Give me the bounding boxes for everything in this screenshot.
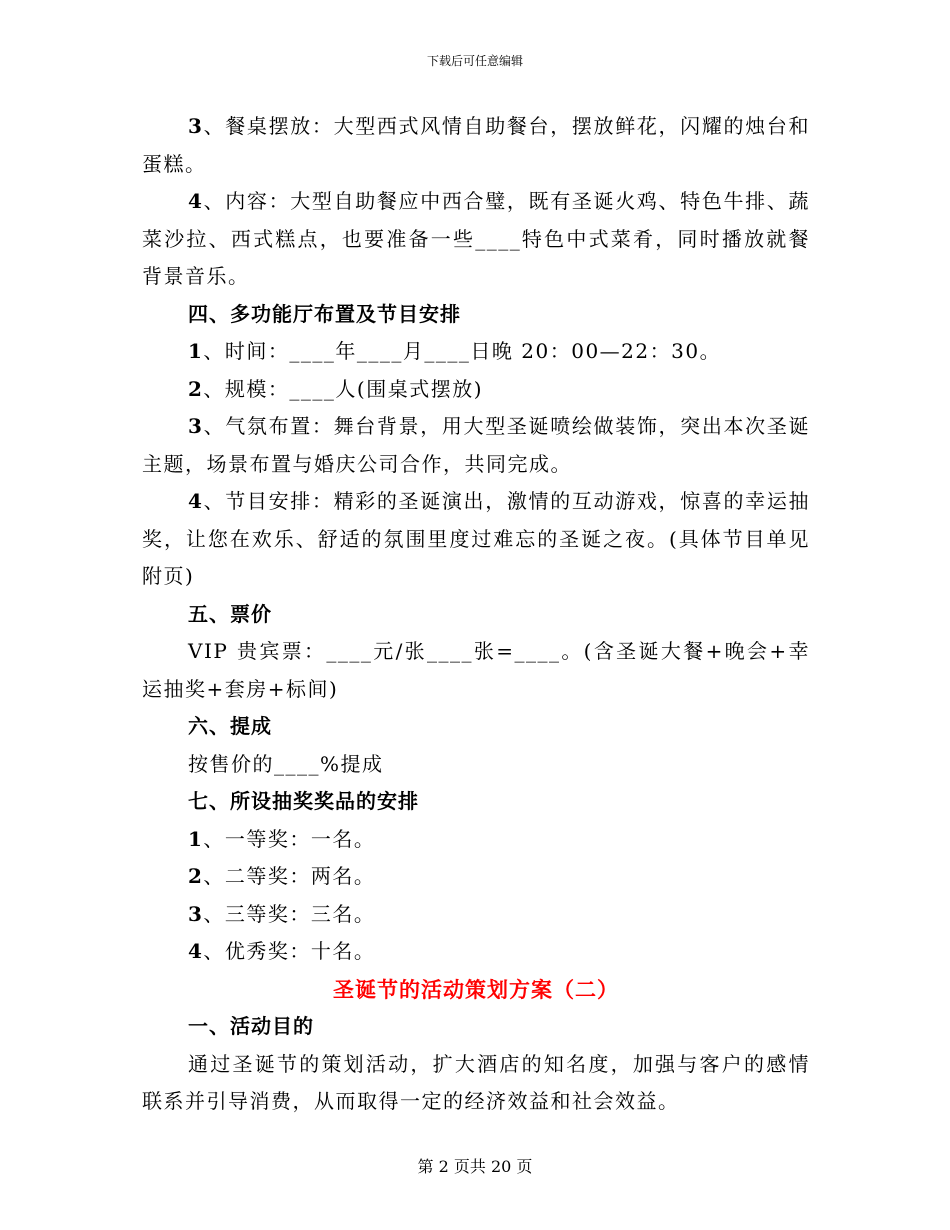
list-item bbox=[142, 821, 810, 859]
paragraph bbox=[142, 333, 810, 371]
paragraph-text: 、餐桌摆放：大型西式风情自助餐台，摆放鲜花，闪耀的烛台和蛋糕。 bbox=[142, 114, 810, 176]
item-number: 3 bbox=[188, 114, 204, 138]
paragraph-text: 、规模：____人(围桌式摆放) bbox=[203, 376, 484, 401]
item-number: 3 bbox=[188, 901, 204, 926]
paragraph-text: 、一等奖：一名。 bbox=[203, 826, 376, 851]
paragraph bbox=[142, 371, 810, 409]
list-item bbox=[142, 933, 810, 971]
item-number: 4 bbox=[188, 489, 204, 513]
item-number: 1 bbox=[188, 339, 204, 363]
paragraph-text: 、气氛布置：舞台背景，用大型圣诞喷绘做装饰，突出本次圣诞主题，场景布置与婚庆公司合作，共同完成。 bbox=[142, 414, 810, 476]
paragraph bbox=[142, 108, 810, 183]
item-number: 4 bbox=[188, 939, 204, 963]
paragraph-text: 、时间：____年____月____日晚 20：00—22：30。 bbox=[203, 339, 722, 363]
item-number: 1 bbox=[188, 826, 204, 851]
paragraph-text: 、节目安排：精彩的圣诞演出，激情的互动游戏，惊喜的幸运抽奖，让您在欢乐、舒适的氛围里度过难忘的圣诞之夜。(具体节目单见附页) bbox=[142, 489, 810, 588]
section-heading: 六、提成 bbox=[188, 714, 272, 738]
paragraph-text: 、内容：大型自助餐应中西合璧，既有圣诞火鸡、特色牛排、蔬菜沙拉、西式糕点，也要准备一些____特色中式菜肴，同时播放就餐背景音乐。 bbox=[142, 189, 810, 288]
paragraph-text: 、三等奖：三名。 bbox=[203, 901, 376, 926]
item-number: 2 bbox=[188, 376, 204, 401]
page-header: 下载后可任意编辑 bbox=[426, 54, 523, 68]
section-heading: 四、多功能厅布置及节目安排 bbox=[188, 301, 461, 326]
paragraph: 按售价的____%提成 bbox=[188, 751, 384, 776]
paragraph: 通过圣诞节的策划活动，扩大酒店的知名度，加强与客户的感情联系并引导消费，从而取得一定的经济效益和社会效益。 bbox=[142, 1051, 810, 1113]
item-number: 3 bbox=[188, 414, 204, 438]
document-body bbox=[142, 108, 810, 1121]
paragraph bbox=[142, 183, 810, 296]
section-heading: 七、所设抽奖奖品的安排 bbox=[188, 789, 419, 813]
document-title: 圣诞节的活动策划方案（二） bbox=[333, 976, 619, 1002]
list-item bbox=[142, 858, 810, 896]
section-heading: 一、活动目的 bbox=[188, 1014, 314, 1038]
section-heading: 五、票价 bbox=[188, 601, 272, 626]
item-number: 4 bbox=[188, 189, 204, 213]
list-item bbox=[142, 896, 810, 934]
item-number: 2 bbox=[188, 864, 204, 888]
page-footer: 第 2 页共 20 页 bbox=[417, 1157, 533, 1176]
paragraph-text: 、优秀奖：十名。 bbox=[203, 939, 376, 963]
paragraph bbox=[142, 408, 810, 483]
paragraph: VIP 贵宾票：____元/张____张=____。(含圣诞大餐+晚会+幸运抽奖+套房+标间) bbox=[142, 639, 810, 701]
paragraph-text: 、二等奖：两名。 bbox=[203, 864, 376, 888]
paragraph bbox=[142, 483, 810, 596]
